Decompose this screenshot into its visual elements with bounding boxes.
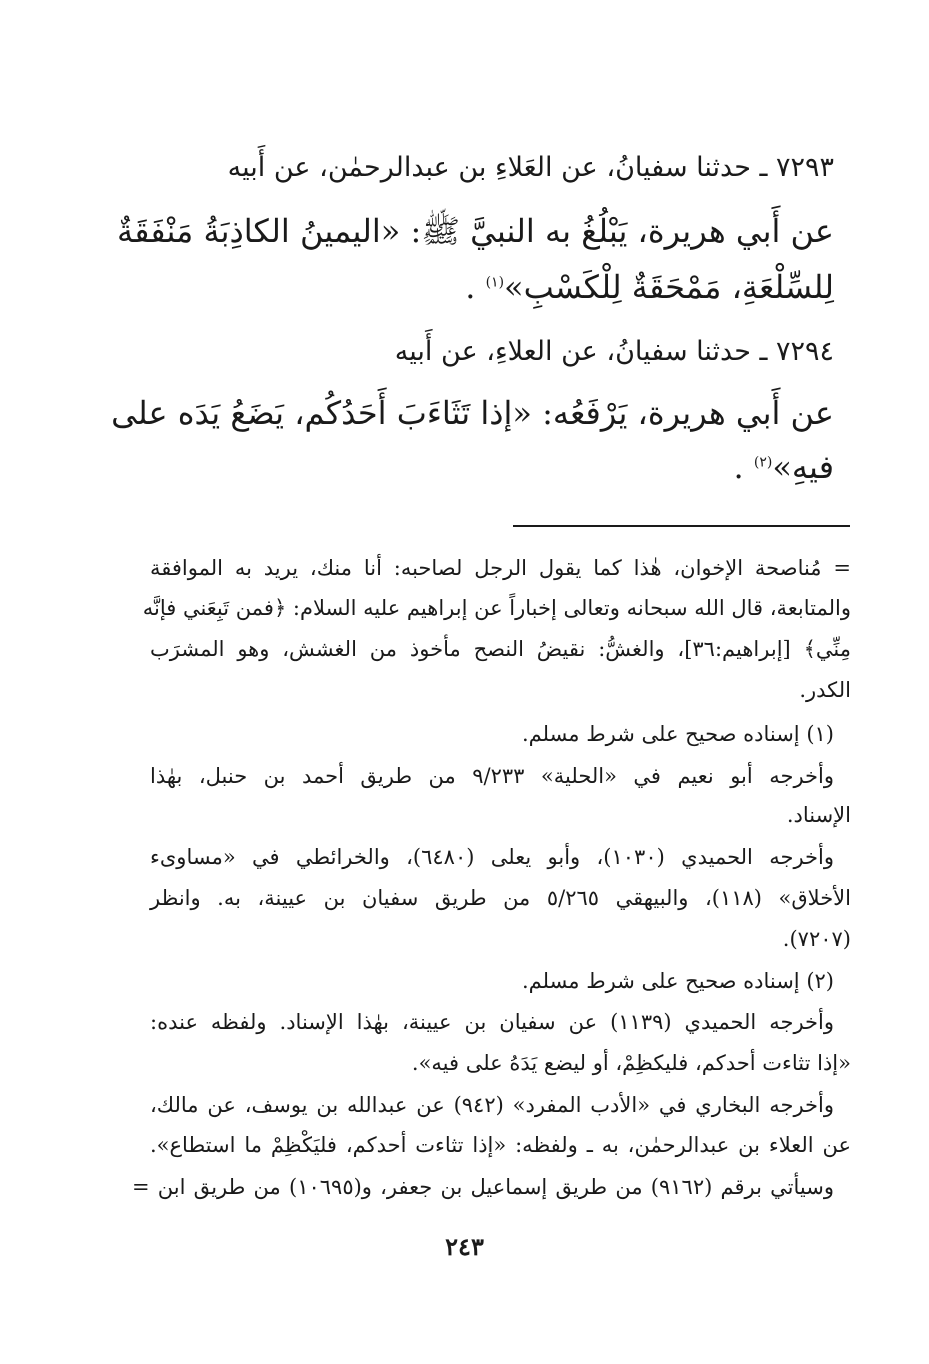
footnote-1-line-1: وأخرجه أبو نعيم في «الحلية» ٩/٢٣٣ من طريق أحمد بن حنبل، بهٰذا — [150, 764, 834, 788]
hadith-7293-end-dot: . — [465, 268, 476, 306]
footnote-1-line-5: (٧٢٠٧). — [782, 927, 851, 951]
hadith-7294-matn-text: فيهِ» — [772, 448, 834, 486]
hadith-7293-isnad: ٧٢٩٣ ـ حدثنا سفيانُ، عن العَلاءِ بن عبدالرحمٰن، عن أَبيه — [227, 152, 834, 183]
footnote-continuation-line-1: = مُناصحة الإخوان، هٰذا كما يقول الرجل لصاحبه: أنا منك، يريد به الموافقة — [150, 556, 851, 580]
footnote-2-line-3: وأخرجه البخاري في «الأدب المفرد» (٩٤٢) عن عبدالله بن يوسف، عن مالك، — [150, 1093, 834, 1117]
hadith-7293-matn-line-2 — [140, 268, 834, 306]
footnote-1-line-4: الأخلاق» (١١٨)، والبيهقي ٥/٢٦٥ من طريق سفيان بن عيينة، به. وانظر — [150, 886, 851, 910]
hadith-7294-end-dot: . — [733, 448, 744, 486]
hadith-7294-matn-line-2 — [140, 448, 834, 486]
footnote-continuation-line-3: مِنِّي﴾ [إبراهيم:٣٦]، والغشُّ: نقيضُ النصح مأخوذ من الغشش، وهو المشرَب — [150, 637, 851, 661]
footnote-2-line-5: وسيأتي برقم (٩١٦٢) من طريق إسماعيل بن جعفر، و(١٠٦٩٥) من طريق ابن = — [132, 1175, 834, 1199]
footnote-1-line-3: وأخرجه الحميدي (١٠٣٠)، وأبو يعلى (٦٤٨٠)، والخرائطي في «مساوىء — [150, 845, 834, 869]
hadith-7294-matn-line-1: عن أَبي هريرة، يَرْفَعُه: «إذا تَثَاءَبَ أَحَدُكُم، يَضَعُ يَدَه على — [111, 394, 834, 432]
footnote-ref-2: (٢) — [753, 454, 773, 471]
footnote-1-line-2: الإسناد. — [786, 803, 851, 827]
footnote-2-line-2: «إذا تثاءت أحدكم، فليكظِمْ، أو ليضع يَدَهُ على فيه». — [411, 1051, 851, 1075]
footnote-2-line-4: عن العلاء بن عبدالرحمٰن، به ـ ولفظه: «إذا تثاءت أحدكم، فليَكْظِمْ ما استطاع». — [150, 1133, 851, 1157]
hadith-7293-matn-text: لِلسِّلْعَةِ، مَمْحَقَةٌ لِلْكَسْبِ» — [504, 268, 834, 306]
footnote-continuation-line-4: الكدر. — [799, 678, 851, 702]
page-number: ٢٤٣ — [445, 1232, 484, 1261]
footnote-2-line-1: وأخرجه الحميدي (١١٣٩) عن سفيان بن عيينة، بهٰذا الإسناد. ولفظه عنده: — [150, 1010, 834, 1034]
hadith-7294-isnad: ٧٢٩٤ ـ حدثنا سفيانُ، عن العلاءِ، عن أَبيه — [394, 336, 834, 367]
footnote-2-heading: (٢) إسناده صحيح على شرط مسلم. — [521, 969, 834, 993]
hadith-7293-matn-line-1: عن أَبي هريرة، يَبْلُغُ به النبيَّ ﷺ: «اليمينُ الكاذِبَةُ مَنْفَقَةٌ — [116, 212, 834, 250]
footnote-ref-1: (١) — [485, 274, 505, 291]
footnote-continuation-line-2: والمتابعة، قال الله سبحانه وتعالى إخباراً عن إبراهيم عليه السلام: ﴿فمن تَبِعَني فإنَّه — [142, 596, 851, 620]
footnote-1-heading: (١) إسناده صحيح على شرط مسلم. — [521, 722, 834, 746]
footnote-separator — [513, 525, 850, 527]
